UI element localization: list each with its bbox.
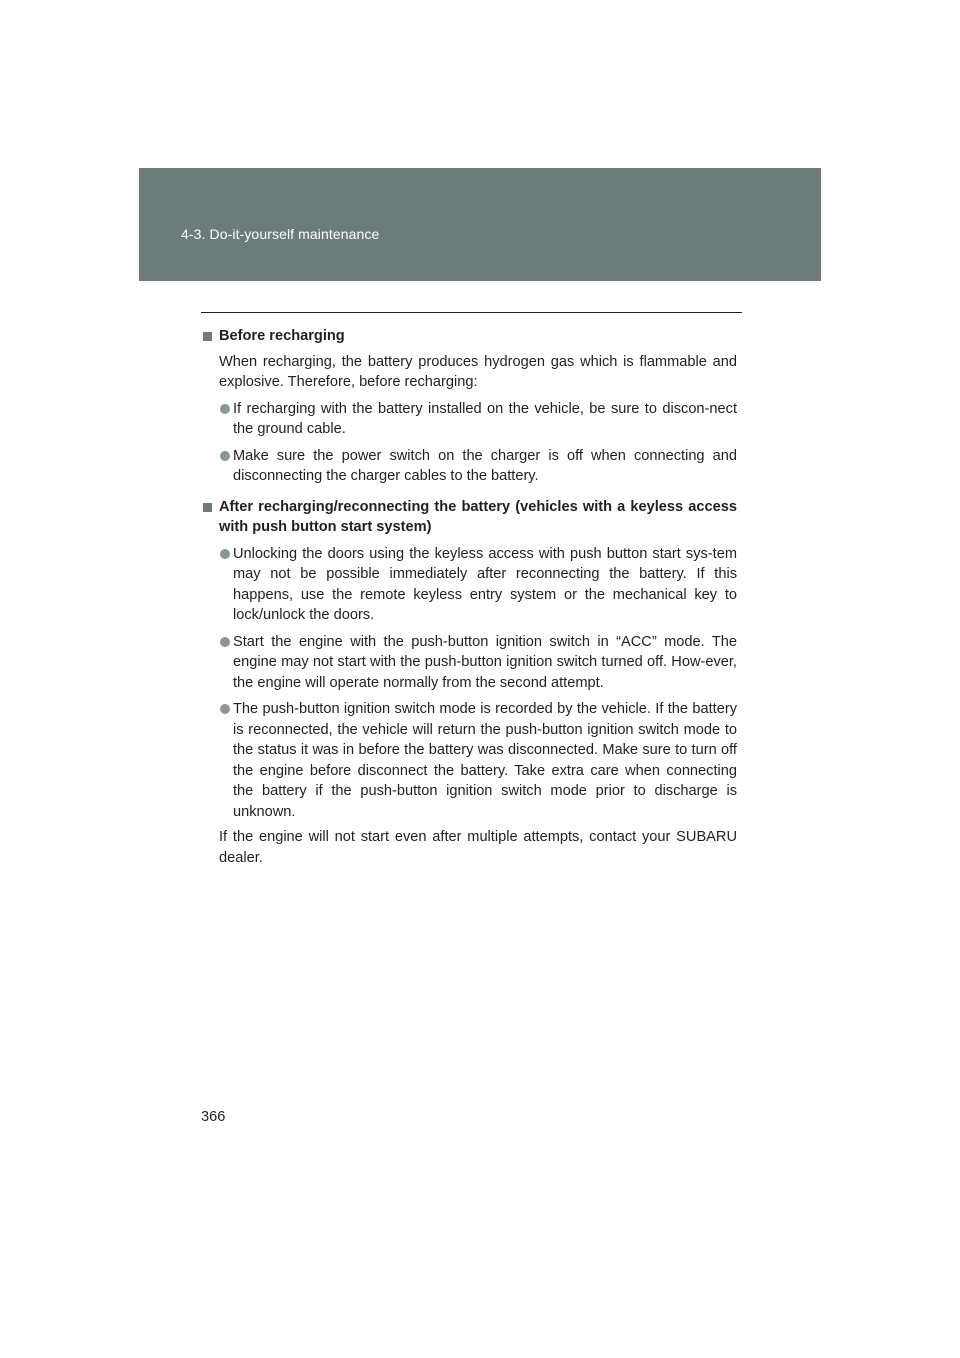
circle-bullet-icon	[220, 637, 230, 647]
circle-bullet-icon	[220, 704, 230, 714]
list-item	[201, 544, 737, 626]
chapter-header	[139, 168, 821, 281]
list-item-text: If recharging with the battery installed on the vehicle, be sure to discon-nect the ground cable.	[233, 400, 737, 437]
list-item	[201, 632, 737, 694]
circle-bullet-icon	[220, 404, 230, 414]
heading-text: Before recharging	[219, 328, 345, 344]
list-item-text: The push-button ignition switch mode is recorded by the vehicle. If the battery is reconnected, the vehicle will return the push-button ignition switch mode to the status it was in before the battery was disconnected. Make sure to turn off the engine before disconnect the battery. Take extra care when connecting the battery if the push-button ignition switch mode prior to discharge is unknown.	[233, 701, 737, 820]
top-rule	[201, 312, 742, 313]
circle-bullet-icon	[220, 549, 230, 559]
page-content	[201, 326, 737, 868]
square-bullet-icon	[203, 332, 212, 341]
circle-bullet-icon	[220, 451, 230, 461]
list-item-text: Make sure the power switch on the charger is off when connecting and disconnecting the charger cables to the battery.	[233, 447, 737, 484]
list-item	[201, 399, 737, 440]
list-item	[201, 446, 737, 487]
paragraph: When recharging, the battery produces hydrogen gas which is flammable and explosive. Therefore, before recharging:	[219, 353, 737, 390]
section-title: 4-3. Do-it-yourself maintenance	[181, 226, 380, 242]
list-item-text: Start the engine with the push-button ignition switch in “ACC” mode. The engine may not start with the push-button ignition switch turned off. How-ever, the engine will operate normally from the second attempt.	[233, 633, 737, 691]
page-number: 366	[201, 1109, 226, 1125]
heading-before-recharging	[201, 326, 737, 347]
list-item	[201, 699, 737, 822]
paragraph: If the engine will not start even after multiple attempts, contact your SUBARU dealer.	[219, 829, 737, 866]
heading-after-recharging	[201, 497, 737, 538]
heading-text: After recharging/reconnecting the battery (vehicles with a keyless access with push button start system)	[219, 498, 737, 535]
square-bullet-icon	[203, 503, 212, 512]
list-item-text: Unlocking the doors using the keyless access with push button start sys-tem may not be possible immediately after reconnecting the battery. If this happens, use the remote keyless entry system or the mechanical key to lock/unlock the doors.	[233, 545, 737, 623]
